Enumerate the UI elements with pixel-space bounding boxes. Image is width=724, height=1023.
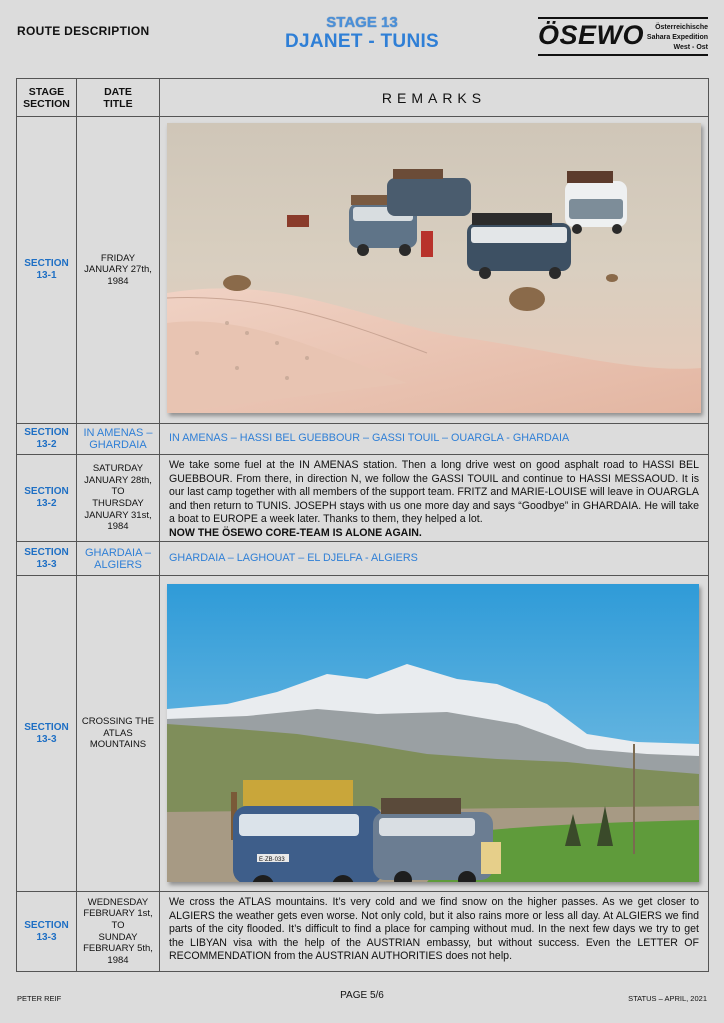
route-table <box>16 78 709 972</box>
logo-bottom-rule <box>538 54 708 56</box>
row5-section: SECTION 13-3 <box>24 721 69 745</box>
logo-wordmark: ÖSEWO <box>538 20 645 50</box>
row6-section: SECTION 13-3 <box>24 919 69 943</box>
logo-top-rule <box>538 17 708 19</box>
row4-section: SECTION 13-3 <box>24 546 69 570</box>
row1-date: FRIDAY JANUARY 27th, 1984 <box>84 252 152 287</box>
row6-remark-text: We cross the ATLAS mountains. It’s very cold and we find snow on the higher passes. As we get closer to ALGIERS the weather gets even worse. Not only cold, but it also rains more or less all day. At ALGIERS we find parts of the city flooded. It’s difficult to find a place for camping without mud. In the next few days we try to get the LIBYAN visa with the help of the AUSTRIAN embassy, but without success. Even the LETTER OF RECOMMENDATION from the AUSTRIAN AUTHORITIES does not help. <box>169 896 699 963</box>
row2-route-remark: IN AMENAS – HASSI BEL GUEBBOUR – GASSI TOUIL – OUARGLA - GHARDAIA <box>169 432 570 444</box>
row3-section: SECTION 13-2 <box>24 486 69 509</box>
row4-title: GHARDAIA – ALGIERS <box>84 546 152 571</box>
row2-section: SECTION 13-2 <box>24 427 69 450</box>
osewo-logo <box>538 17 708 57</box>
logo-subtitle: Österreichische Sahara Expedition West - Ost <box>646 24 708 51</box>
row5-date: CROSSING THE ATLAS MOUNTAINS <box>81 716 155 751</box>
footer-author: PETER REIF <box>17 994 62 1003</box>
atlas-mountains-photo <box>167 584 699 882</box>
row3-remark-bold: NOW THE ÖSEWO CORE-TEAM IS ALONE AGAIN. <box>169 526 422 539</box>
header-stage-section: STAGE SECTION <box>23 85 70 110</box>
row4-route-remark: GHARDAIA – LAGHOUAT – EL DJELFA - ALGIERS <box>169 552 418 564</box>
desert-camp-photo <box>167 123 701 413</box>
footer-page-number: PAGE 5/6 <box>340 990 384 1001</box>
row2-title: IN AMENAS – GHARDAIA <box>83 427 153 451</box>
header-date-title: DATE TITLE <box>103 85 133 110</box>
row3-remark-text: We take some fuel at the IN AMENAS station. Then a long drive west on good asphalt road to HASSI BEL GUEBBOUR. From there, in direction N, we follow the GASSI TOUIL and continue to HASSI MESSAOUD. It is our last camp together with all members of the support team. FRITZ and MARIE-LOUISE will leave in OUARGLA and then return to TUNIS. JOSEPH stays with us one more day and says “Goodbye” in GHARDAIA. He will take a boat to EUROPE a week later. Thanks to them, they helped a lot. NOW THE ÖSEWO CORE-TEAM IS ALONE AGAIN. <box>169 459 699 539</box>
footer-status: STATUS – APRIL, 2021 <box>628 994 707 1003</box>
row3-date: SATURDAY JANUARY 28th, TO THURSDAY JANUARY 31st, 1984 <box>84 463 152 533</box>
stage-number: STAGE 13 <box>326 14 398 31</box>
document-section-label: ROUTE DESCRIPTION <box>17 24 150 38</box>
route-title: DJANET - TUNIS <box>284 31 440 52</box>
license-plate: E·ZB·033 <box>259 857 285 863</box>
row1-section: SECTION 13-1 <box>24 258 69 281</box>
row6-date: WEDNESDAY FEBRUARY 1st, TO SUNDAY FEBRUARY 5th, 1984 <box>83 896 153 966</box>
header-remarks: REMARKS <box>381 89 487 106</box>
